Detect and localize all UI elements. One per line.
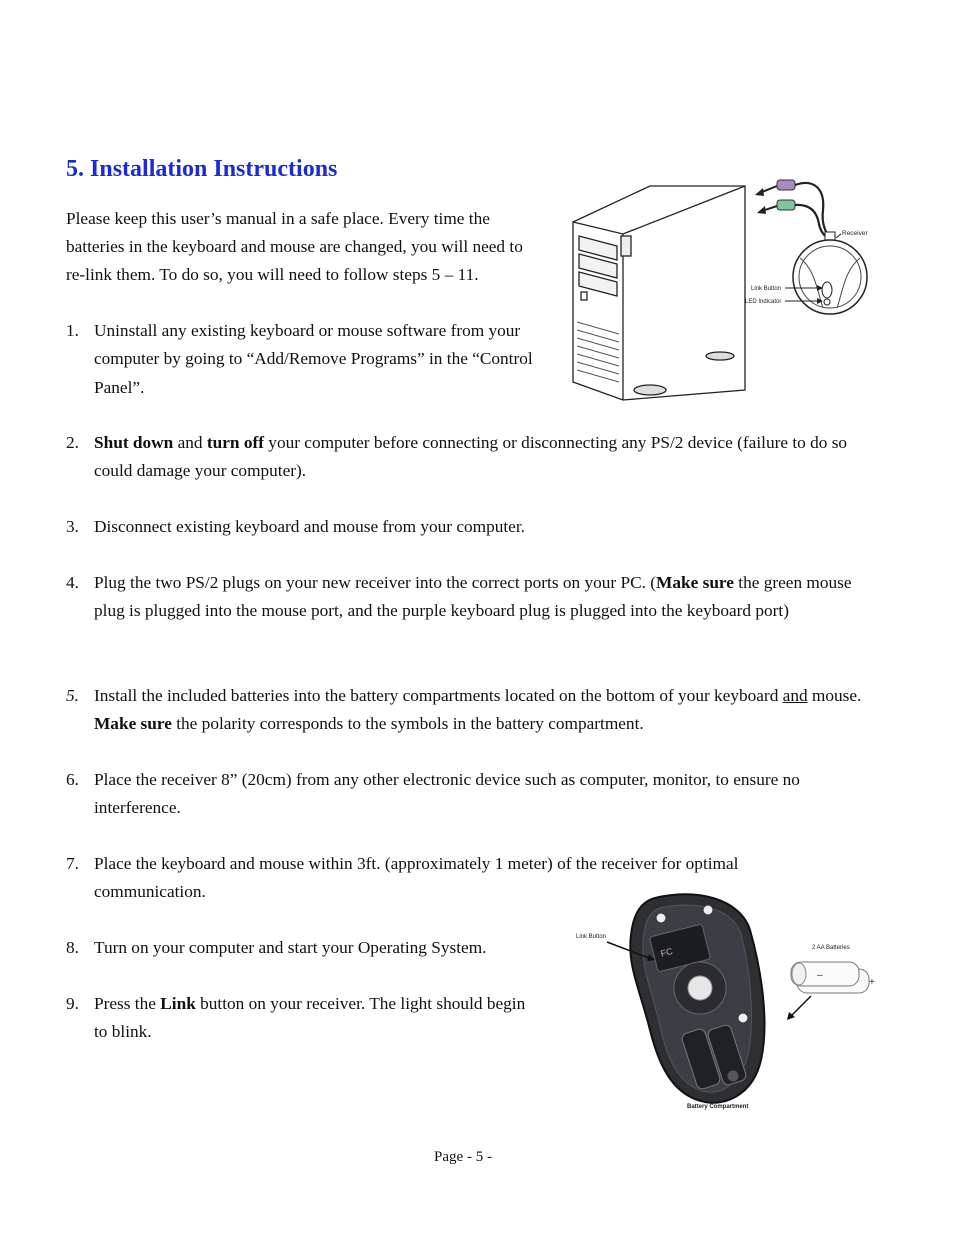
plus-sign: + <box>869 977 875 988</box>
bold-text: Shut down <box>94 433 174 452</box>
section-heading: 5. Installation Instructions <box>66 156 338 182</box>
step-text: Plug the two PS/2 plugs on your new receiver into the correct ports on your PC. (Make sure the green mouse plug is plugged into the mouse port, and the purple keyboard plug is plugged into the keyboard port) <box>94 573 852 621</box>
minus-sign: – <box>817 970 823 981</box>
mouse-underside-illustration <box>565 890 885 1116</box>
link-button-label: Link Button <box>751 286 782 292</box>
step-text: Disconnect existing keyboard and mouse from your computer. <box>94 517 525 536</box>
step-5 <box>66 682 866 739</box>
bold-text: turn off <box>206 433 264 452</box>
step-6 <box>66 766 866 823</box>
step-9 <box>66 990 528 1047</box>
step-text: Install the included batteries into the battery compartments located on the bottom of your keyboard and mouse. Make sure the polarity corresponds to the symbols in the battery compartment. <box>94 686 862 734</box>
receiver-label: Receiver <box>842 230 868 237</box>
step-number: 6. <box>66 770 79 789</box>
svg-text:FC: FC <box>659 946 674 959</box>
aa-batteries <box>791 962 875 993</box>
step-number: 5. <box>66 686 79 705</box>
step-1 <box>66 317 536 402</box>
pc-receiver-illustration <box>555 150 890 412</box>
bold-text: Make sure <box>656 573 734 592</box>
receiver <box>793 232 867 314</box>
intro-paragraph: Please keep this user’s manual in a safe place. Every time the batteries in the keyboard and mouse are changed, you will need to re-link them. To do so, you will need to follow steps 5 – 11. <box>66 209 523 284</box>
step-number: 1. <box>66 321 79 340</box>
page-number: Page - 5 - <box>434 1149 492 1165</box>
bold-text: Make sure <box>94 714 172 734</box>
step-number: 8. <box>66 938 79 957</box>
bold-text: Link <box>160 994 196 1013</box>
step-number: 2. <box>66 433 79 452</box>
step-text: Press the Link button on your receiver. The light should begin to blink. <box>94 994 526 1042</box>
step-text: Shut down and turn off your computer before connecting or disconnecting any PS/2 device (failure to do so could damage your computer). <box>94 433 848 481</box>
step-8 <box>66 934 546 962</box>
step-number: 9. <box>66 994 79 1013</box>
step-4 <box>66 569 866 626</box>
mouse-plug <box>777 200 795 210</box>
step-3 <box>66 513 866 541</box>
link-button <box>822 282 832 298</box>
led-indicator <box>824 299 830 305</box>
step-number: 3. <box>66 517 79 536</box>
step-text: Place the receiver 8” (20cm) from any other electronic device such as computer, monitor, to ensure no interference. <box>94 770 800 818</box>
step-text: Place the keyboard and mouse within 3ft. (approximately 1 meter) of the receiver for optimal communication. <box>94 854 739 902</box>
trackball <box>688 976 712 1000</box>
step-text: Uninstall any existing keyboard or mouse software from your computer by going to “Add/Remove Programs” in the “Control Panel”. <box>94 321 533 397</box>
ps2-plugs <box>755 180 831 240</box>
led-label: LED Indicator <box>745 299 782 305</box>
step-number: 7. <box>66 854 79 873</box>
underlined-text: and <box>782 686 808 705</box>
battery-compartment-label: Battery Compartment <box>687 1104 749 1110</box>
link-button-label: Link Button <box>576 934 607 940</box>
step-2 <box>66 429 866 486</box>
step-number: 4. <box>66 573 79 592</box>
batteries-label: 2 AA Batteries <box>812 945 850 951</box>
step-text: Turn on your computer and start your Operating System. <box>94 938 487 957</box>
keyboard-plug <box>777 180 795 190</box>
